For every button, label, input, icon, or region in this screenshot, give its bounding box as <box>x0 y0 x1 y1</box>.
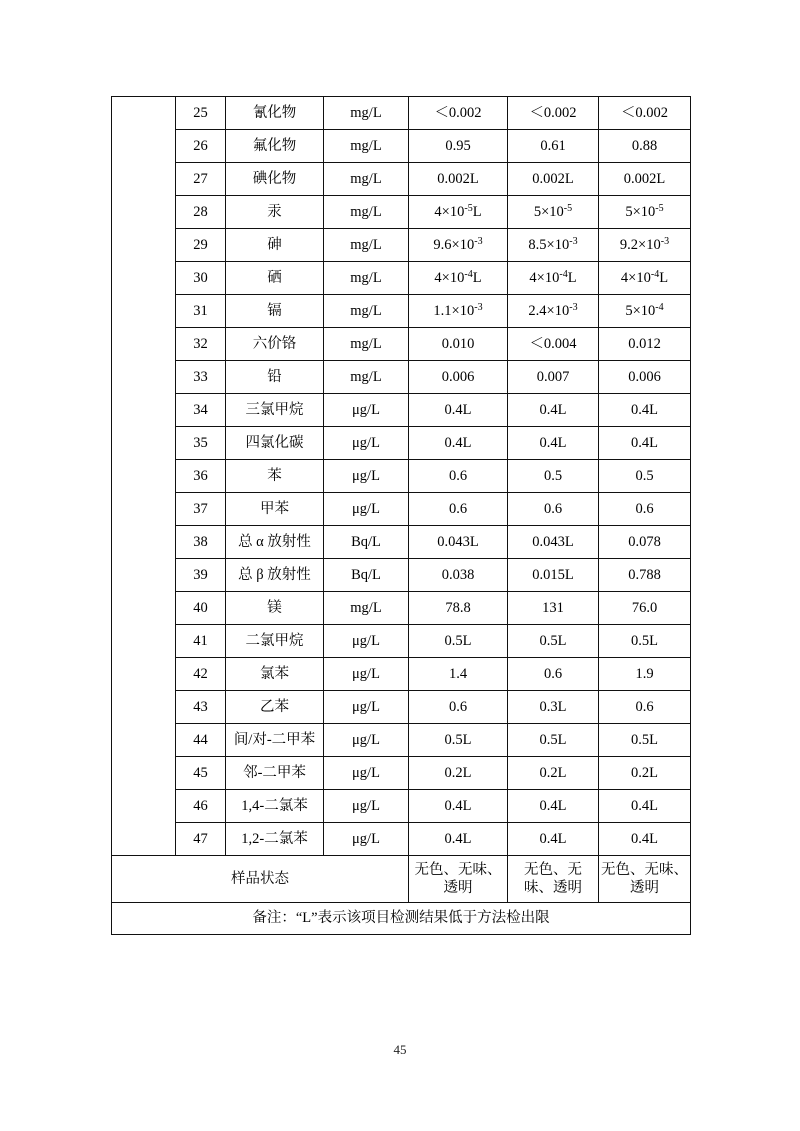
unit-cell: μg/L <box>324 691 409 724</box>
parameter-name-cell: 邻-二甲苯 <box>226 757 324 790</box>
result-value-cell-3: 0.078 <box>599 526 691 559</box>
parameter-name-cell: 镁 <box>226 592 324 625</box>
result-value-cell-3: 0.88 <box>599 130 691 163</box>
unit-cell: mg/L <box>324 295 409 328</box>
row-number-cell: 27 <box>176 163 226 196</box>
parameter-name-cell: 三氯甲烷 <box>226 394 324 427</box>
result-value-cell-2: 0.4L <box>508 427 599 460</box>
row-number-cell: 42 <box>176 658 226 691</box>
result-value-cell-3: $5\times 10^{-4}$ <box>599 295 691 328</box>
result-value-cell-1: 0.038 <box>409 559 508 592</box>
result-value-cell-1: $9.6\times 10^{-3}$ <box>409 229 508 262</box>
result-value-cell-2: 0.5L <box>508 625 599 658</box>
unit-cell: μg/L <box>324 460 409 493</box>
result-value-cell-3: 1.9 <box>599 658 691 691</box>
result-value-cell-3: 0.012 <box>599 328 691 361</box>
row-number-cell: 33 <box>176 361 226 394</box>
result-value-cell-1: 0.2L <box>409 757 508 790</box>
unit-cell: mg/L <box>324 130 409 163</box>
row-number-cell: 39 <box>176 559 226 592</box>
result-value-cell-2: 0.6 <box>508 658 599 691</box>
row-number-cell: 45 <box>176 757 226 790</box>
unit-cell: mg/L <box>324 262 409 295</box>
table-row <box>112 394 691 427</box>
unit-cell: mg/L <box>324 592 409 625</box>
result-value-cell-1: $1.1\times 10^{-3}$ <box>409 295 508 328</box>
result-value-cell-2: $5\times 10^{-5}$ <box>508 196 599 229</box>
row-number-cell: 34 <box>176 394 226 427</box>
result-value-cell-1: 0.5L <box>409 625 508 658</box>
result-value-cell-3: ＜0.002 <box>599 97 691 130</box>
result-value-cell-3: 0.2L <box>599 757 691 790</box>
parameter-name-cell: 汞 <box>226 196 324 229</box>
result-value-cell-3: 0.4L <box>599 790 691 823</box>
unit-cell: mg/L <box>324 229 409 262</box>
row-number-cell: 29 <box>176 229 226 262</box>
result-value-cell-2: $8.5\times 10^{-3}$ <box>508 229 599 262</box>
unit-cell: μg/L <box>324 724 409 757</box>
result-value-cell-2: ＜0.002 <box>508 97 599 130</box>
result-value-cell-1: 0.4L <box>409 394 508 427</box>
result-value-cell-3: 0.6 <box>599 691 691 724</box>
parameter-name-cell: 砷 <box>226 229 324 262</box>
unit-cell: mg/L <box>324 328 409 361</box>
row-number-cell: 43 <box>176 691 226 724</box>
unit-cell: mg/L <box>324 196 409 229</box>
sample-status-value-2: 无色、无味、透明 <box>508 856 599 903</box>
result-value-cell-3: 0.5 <box>599 460 691 493</box>
row-number-cell: 30 <box>176 262 226 295</box>
unit-cell: μg/L <box>324 757 409 790</box>
result-value-cell-1: 0.4L <box>409 427 508 460</box>
result-value-cell-3: 0.002L <box>599 163 691 196</box>
result-value-cell-3: 0.4L <box>599 823 691 856</box>
unit-cell: μg/L <box>324 658 409 691</box>
table-row <box>112 163 691 196</box>
result-value-cell-3: 76.0 <box>599 592 691 625</box>
result-value-cell-2: ＜0.004 <box>508 328 599 361</box>
result-value-cell-3: 0.5L <box>599 625 691 658</box>
result-value-cell-2: 0.61 <box>508 130 599 163</box>
unit-cell: μg/L <box>324 394 409 427</box>
result-value-cell-2: $4\times 10^{-4}L$ <box>508 262 599 295</box>
result-value-cell-3: 0.5L <box>599 724 691 757</box>
result-value-cell-1: 78.8 <box>409 592 508 625</box>
parameter-name-cell: 苯 <box>226 460 324 493</box>
table-row <box>112 757 691 790</box>
result-value-cell-2: 0.4L <box>508 790 599 823</box>
row-number-cell: 47 <box>176 823 226 856</box>
parameter-name-cell: 硒 <box>226 262 324 295</box>
sample-status-label: 样品状态 <box>112 856 409 903</box>
page-number: 45 <box>393 1042 407 1057</box>
result-value-cell-3: $4\times 10^{-4}L$ <box>599 262 691 295</box>
unit-cell: mg/L <box>324 361 409 394</box>
unit-cell: μg/L <box>324 493 409 526</box>
table-row <box>112 460 691 493</box>
parameter-name-cell: 氟化物 <box>226 130 324 163</box>
result-value-cell-2: 0.043L <box>508 526 599 559</box>
parameter-name-cell: 间/对-二甲苯 <box>226 724 324 757</box>
row-number-cell: 35 <box>176 427 226 460</box>
table-row <box>112 328 691 361</box>
row-number-cell: 26 <box>176 130 226 163</box>
result-value-cell-2: 0.5L <box>508 724 599 757</box>
result-value-cell-1: 0.5L <box>409 724 508 757</box>
sample-status-row <box>112 856 691 903</box>
table-row <box>112 427 691 460</box>
result-value-cell-3: 0.788 <box>599 559 691 592</box>
result-value-cell-3: $9.2\times 10^{-3}$ <box>599 229 691 262</box>
row-number-cell: 37 <box>176 493 226 526</box>
parameter-name-cell: 总 β 放射性 <box>226 559 324 592</box>
parameter-name-cell: 氰化物 <box>226 97 324 130</box>
row-number-cell: 31 <box>176 295 226 328</box>
unit-cell: Bq/L <box>324 526 409 559</box>
parameter-name-cell: 铅 <box>226 361 324 394</box>
sample-status-value-1: 无色、无味、透明 <box>409 856 508 903</box>
table-row <box>112 625 691 658</box>
row-number-cell: 41 <box>176 625 226 658</box>
result-value-cell-2: 0.3L <box>508 691 599 724</box>
result-value-cell-1: $4\times 10^{-4}L$ <box>409 262 508 295</box>
parameter-name-cell: 四氯化碳 <box>226 427 324 460</box>
unit-cell: μg/L <box>324 427 409 460</box>
test-results-table <box>111 96 691 935</box>
result-value-cell-1: 0.006 <box>409 361 508 394</box>
result-value-cell-3: $5\times 10^{-5}$ <box>599 196 691 229</box>
result-value-cell-1: 0.95 <box>409 130 508 163</box>
parameter-name-cell: 乙苯 <box>226 691 324 724</box>
table-row <box>112 295 691 328</box>
result-value-cell-2: 0.007 <box>508 361 599 394</box>
table-row <box>112 691 691 724</box>
row-number-cell: 36 <box>176 460 226 493</box>
result-value-cell-2: 0.002L <box>508 163 599 196</box>
result-value-cell-2: 131 <box>508 592 599 625</box>
result-value-cell-1: 0.002L <box>409 163 508 196</box>
parameter-name-cell: 二氯甲烷 <box>226 625 324 658</box>
row-number-cell: 44 <box>176 724 226 757</box>
result-value-cell-2: $2.4\times 10^{-3}$ <box>508 295 599 328</box>
parameter-name-cell: 氯苯 <box>226 658 324 691</box>
unit-cell: mg/L <box>324 163 409 196</box>
row-number-cell: 38 <box>176 526 226 559</box>
category-continuation-cell <box>112 97 176 856</box>
table-row <box>112 97 691 130</box>
table-row <box>112 229 691 262</box>
unit-cell: μg/L <box>324 790 409 823</box>
unit-cell: μg/L <box>324 823 409 856</box>
parameter-name-cell: 1,4-二氯苯 <box>226 790 324 823</box>
result-value-cell-2: 0.015L <box>508 559 599 592</box>
result-value-cell-1: ＜0.002 <box>409 97 508 130</box>
table-row <box>112 592 691 625</box>
result-value-cell-1: 0.010 <box>409 328 508 361</box>
result-value-cell-3: 0.4L <box>599 394 691 427</box>
row-number-cell: 28 <box>176 196 226 229</box>
row-number-cell: 46 <box>176 790 226 823</box>
table-row <box>112 526 691 559</box>
parameter-name-cell: 镉 <box>226 295 324 328</box>
results-table-container <box>111 96 691 935</box>
unit-cell: mg/L <box>324 97 409 130</box>
result-value-cell-1: 0.043L <box>409 526 508 559</box>
result-value-cell-3: 0.6 <box>599 493 691 526</box>
result-value-cell-1: 0.6 <box>409 493 508 526</box>
parameter-name-cell: 碘化物 <box>226 163 324 196</box>
result-value-cell-2: 0.4L <box>508 823 599 856</box>
parameter-name-cell: 1,2-二氯苯 <box>226 823 324 856</box>
result-value-cell-1: 0.6 <box>409 460 508 493</box>
result-value-cell-1: $4\times 10^{-5}L$ <box>409 196 508 229</box>
table-row <box>112 361 691 394</box>
table-row <box>112 262 691 295</box>
result-value-cell-1: 1.4 <box>409 658 508 691</box>
result-value-cell-1: 0.4L <box>409 823 508 856</box>
table-row <box>112 559 691 592</box>
row-number-cell: 40 <box>176 592 226 625</box>
result-value-cell-2: 0.6 <box>508 493 599 526</box>
result-value-cell-1: 0.4L <box>409 790 508 823</box>
parameter-name-cell: 六价铬 <box>226 328 324 361</box>
parameter-name-cell: 甲苯 <box>226 493 324 526</box>
row-number-cell: 25 <box>176 97 226 130</box>
result-value-cell-2: 0.5 <box>508 460 599 493</box>
table-row <box>112 658 691 691</box>
row-number-cell: 32 <box>176 328 226 361</box>
result-value-cell-1: 0.6 <box>409 691 508 724</box>
remark-text: 备注：“L”表示该项目检测结果低于方法检出限 <box>112 903 691 935</box>
table-row <box>112 790 691 823</box>
sample-status-value-3: 无色、无味、透明 <box>599 856 691 903</box>
unit-cell: Bq/L <box>324 559 409 592</box>
result-value-cell-3: 0.4L <box>599 427 691 460</box>
result-value-cell-3: 0.006 <box>599 361 691 394</box>
table-row <box>112 823 691 856</box>
result-value-cell-2: 0.2L <box>508 757 599 790</box>
remark-row <box>112 903 691 935</box>
result-value-cell-2: 0.4L <box>508 394 599 427</box>
table-row <box>112 196 691 229</box>
parameter-name-cell: 总 α 放射性 <box>226 526 324 559</box>
unit-cell: μg/L <box>324 625 409 658</box>
table-row <box>112 724 691 757</box>
table-row <box>112 493 691 526</box>
table-row <box>112 130 691 163</box>
